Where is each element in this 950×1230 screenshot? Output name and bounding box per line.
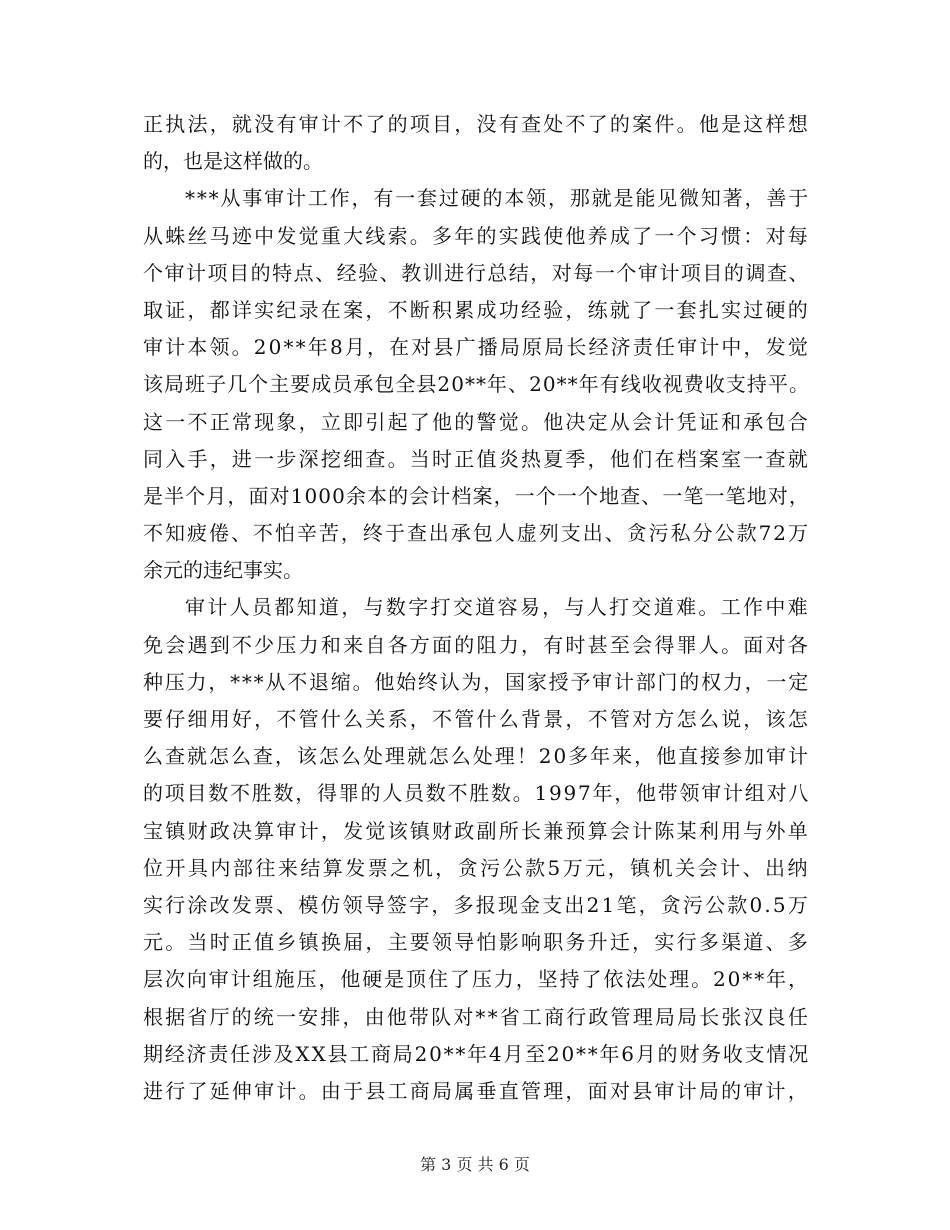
text-line: 位开具内部往来结算发票之机，贪污公款5万元，镇机关会计、出纳	[143, 855, 810, 880]
text-line: 这一不正常现象，立即引起了他的警觉。他决定从会计凭证和承包合	[143, 409, 810, 434]
document-body	[143, 106, 810, 1110]
text-line: 审计本领。20**年8月，在对县广播局原局长经济责任审计中，发觉	[143, 335, 810, 360]
text-line: 实行涂改发票、模仿领导签字，多报现金支出21笔，贪污公款0.5万	[143, 892, 810, 917]
text-line: 从蛛丝马迹中发觉重大线索。多年的实践使他养成了一个习惯：对每	[143, 223, 810, 248]
text-line: 根据省厅的统一安排，由他带队对**省工商行政管理局局长张汉良任	[143, 1004, 810, 1029]
text-line: 余元的违纪事实。	[143, 558, 303, 583]
text-line: 个审计项目的特点、经验、教训进行总结，对每一个审计项目的调查、	[143, 260, 810, 285]
text-line: 取证，都详实纪录在案，不断积累成功经验，练就了一套扎实过硬的	[143, 297, 810, 322]
text-line: 是半个月，面对1000余本的会计档案，一个一个地查、一笔一笔地对，	[143, 483, 810, 508]
text-line: 宝镇财政决算审计，发觉该镇财政副所长兼预算会计陈某利用与外单	[143, 818, 810, 843]
text-line: 期经济责任涉及XX县工商局20**年4月至20**年6月的财务收支情况	[143, 1041, 810, 1066]
page-footer: 第 3 页 共 6 页	[420, 1155, 530, 1174]
text-line: 该局班子几个主要成员承包全县20**年、20**年有线收视费收支持平。	[143, 372, 810, 397]
text-line: 进行了延伸审计。由于县工商局属垂直管理，面对县审计局的审计，	[143, 1078, 810, 1103]
text-line: 元。当时正值乡镇换届，主要领导怕影响职务升迁，实行多渠道、多	[143, 930, 810, 955]
text-line: 免会遇到不少压力和来自各方面的阻力，有时甚至会得罪人。面对各	[143, 632, 810, 657]
text-line: 种压力，***从不退缩。他始终认为，国家授予审计部门的权力，一定	[143, 669, 810, 694]
text-line: 的项目数不胜数，得罪的人员数不胜数。1997年，他带领审计组对八	[143, 781, 810, 806]
text-line: 的，也是这样做的。	[143, 149, 323, 174]
text-line: 审计人员都知道，与数字打交道容易，与人打交道难。工作中难	[185, 595, 810, 620]
text-line: ***从事审计工作，有一套过硬的本领，那就是能见微知著，善于	[185, 186, 810, 211]
text-line: 层次向审计组施压，他硬是顶住了压力，坚持了依法处理。20**年，	[143, 967, 810, 992]
text-line: 正执法，就没有审计不了的项目，没有查处不了的案件。他是这样想	[143, 112, 810, 136]
text-line: 么查就怎么查，该怎么处理就怎么处理！20多年来，他直接参加审计	[143, 744, 810, 769]
text-line: 同入手，进一步深挖细查。当时正值炎热夏季，他们在档案室一查就	[143, 446, 810, 471]
text-line: 不知疲倦、不怕辛苦，终于查出承包人虚列支出、贪污私分公款72万	[143, 521, 810, 546]
text-line: 要仔细用好，不管什么关系，不管什么背景，不管对方怎么说，该怎	[143, 707, 810, 731]
